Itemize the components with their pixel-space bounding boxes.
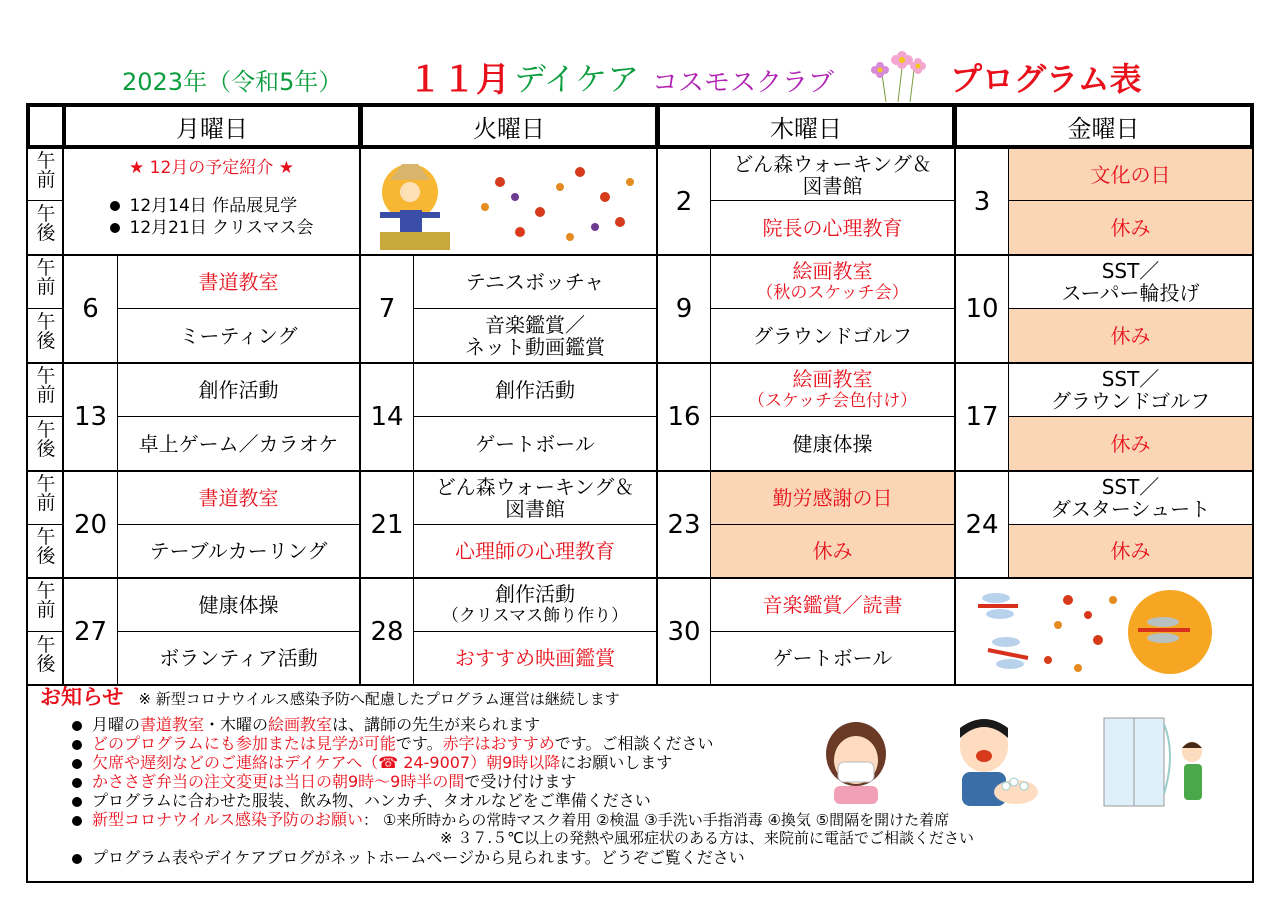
label-pm: 午後 bbox=[36, 526, 56, 567]
date-cell: 9 bbox=[675, 294, 693, 324]
date-cell: 16 bbox=[667, 402, 701, 432]
program-cell: 創作活動 （クリスマス飾り作り） bbox=[441, 582, 629, 626]
program-cell: 院長の心理教育 bbox=[762, 215, 903, 240]
program-cell: 健康体操 bbox=[792, 431, 873, 456]
label-am: 午前 bbox=[36, 365, 56, 406]
ventilation-window-illustration bbox=[1100, 714, 1216, 810]
program-cell: 音楽鑑賞／読書 bbox=[762, 593, 903, 617]
grid-line bbox=[28, 200, 62, 201]
title-club: コスモスクラブ bbox=[652, 68, 835, 98]
date-cell: 24 bbox=[965, 509, 999, 540]
notice-line: 新型コロナウイルス感染予防のお願い： ①来所時からの常時マスク着用 ②検温 ③手洗い手指消毒 ④換気 ⑤間隔を開けた着席 bbox=[72, 810, 949, 830]
program-cell: 文化の日 bbox=[1009, 149, 1252, 200]
date-cell: 13 bbox=[73, 402, 108, 432]
program-cell: ミーティング bbox=[179, 323, 298, 348]
program-cell: おすすめ映画鑑賞 bbox=[454, 646, 616, 670]
program-cell: テニスボッチャ bbox=[465, 270, 605, 294]
header-corner bbox=[28, 105, 64, 147]
program-cell: ボランティア活動 bbox=[159, 646, 318, 670]
page-title bbox=[0, 52, 1280, 102]
label-am: 午前 bbox=[36, 580, 56, 621]
header-friday: 金曜日 bbox=[955, 105, 1252, 147]
title-year: 2023年（令和5年） bbox=[122, 68, 343, 96]
program-cell: 休み bbox=[1009, 309, 1252, 362]
program-cell: 書道教室 bbox=[198, 486, 279, 510]
date-cell: 10 bbox=[965, 294, 999, 324]
december-preview bbox=[64, 149, 359, 254]
preview-item: 12月21日 クリスマス会 bbox=[110, 217, 314, 239]
label-pm: 午後 bbox=[36, 419, 56, 460]
grid-line bbox=[28, 308, 62, 309]
date-cell: 20 bbox=[73, 509, 108, 540]
label-am: 午前 bbox=[36, 150, 56, 191]
program-cell: 休み bbox=[1009, 417, 1252, 470]
label-pm: 午後 bbox=[36, 203, 56, 244]
program-cell: 絵画教室 （スケッチ会色付け） bbox=[747, 367, 918, 411]
label-pm: 午後 bbox=[36, 634, 56, 675]
date-cell: 2 bbox=[675, 186, 693, 217]
program-cell: ゲートボール bbox=[475, 431, 595, 456]
week-separator bbox=[28, 684, 1252, 686]
program-cell: グラウンドゴルフ bbox=[752, 323, 913, 348]
program-cell: 書道教室 bbox=[198, 270, 279, 294]
label-pm: 午後 bbox=[36, 311, 56, 352]
dragonfly-moon-illustration bbox=[958, 580, 1250, 682]
program-cell: SST／ スーパー輪投げ bbox=[1061, 259, 1200, 305]
autumn-scarecrow-illustration bbox=[370, 152, 650, 252]
handwash-man-illustration bbox=[944, 716, 1040, 808]
program-cell: テーブルカーリング bbox=[149, 539, 328, 563]
date-cell: 27 bbox=[73, 616, 108, 647]
program-cell: どん森ウォーキング＆ 図書館 bbox=[733, 151, 932, 198]
preview-item: 12月14日 作品展見学 bbox=[110, 195, 314, 217]
preview-title: ★ 12月の予定紹介 ★ bbox=[129, 158, 294, 178]
date-cell: 14 bbox=[370, 402, 404, 432]
program-cell: 創作活動 bbox=[198, 378, 279, 402]
notice-line: どのプログラムにも参加または見学が可能です。赤字はおすすめです。ご相談ください bbox=[72, 734, 713, 753]
program-cell: ゲートボール bbox=[772, 646, 893, 670]
cosmos-flower-icon bbox=[862, 44, 928, 102]
program-cell: SST／ ダスターシュート bbox=[1050, 475, 1211, 521]
program-cell: 休み bbox=[1009, 201, 1252, 254]
notice-line: 月曜の書道教室・木曜の絵画教室は、講師の先生が来られます bbox=[72, 715, 540, 734]
date-cell: 7 bbox=[378, 294, 396, 324]
date-cell: 30 bbox=[667, 616, 701, 647]
notice-sub: ※ 新型コロナウイルス感染予防へ配慮したプログラム運営は継続します bbox=[138, 690, 620, 708]
notice-line: 欠席や遅刻などのご連絡はデイケアへ（☎ 24-9007）朝9時以降にお願いします bbox=[72, 753, 672, 772]
title-month: １１月 bbox=[408, 60, 510, 100]
program-cell: 心理師の心理教育 bbox=[455, 539, 615, 563]
date-cell: 6 bbox=[82, 294, 99, 324]
notice-line: かささぎ弁当の注文変更は当日の朝9時～9時半の間で受け付けます bbox=[72, 772, 576, 791]
notice-line: プログラムに合わせた服装、飲み物、ハンカチ、タオルなどをご準備ください bbox=[72, 791, 651, 810]
mask-woman-illustration bbox=[816, 720, 896, 804]
date-cell: 23 bbox=[667, 509, 701, 540]
title-program: プログラム表 bbox=[950, 60, 1142, 98]
program-cell: 勤労感謝の日 bbox=[711, 472, 954, 524]
date-cell: 28 bbox=[370, 616, 404, 647]
grid-line bbox=[28, 524, 62, 525]
date-cell: 17 bbox=[965, 402, 999, 432]
program-cell: 創作活動 bbox=[495, 378, 575, 402]
grid-line bbox=[28, 416, 62, 417]
program-cell: 卓上ゲーム／カラオケ bbox=[138, 431, 339, 456]
date-cell: 21 bbox=[370, 509, 404, 540]
program-cell: 休み bbox=[1009, 525, 1252, 577]
label-am: 午前 bbox=[36, 257, 56, 298]
program-cell: 健康体操 bbox=[198, 593, 279, 617]
header-tuesday: 火曜日 bbox=[361, 105, 657, 147]
notice-line: プログラム表やデイケアブログがネットホームページから見られます。どうぞご覧ください bbox=[72, 848, 745, 867]
grid-line bbox=[28, 631, 62, 632]
header-monday: 月曜日 bbox=[64, 105, 360, 147]
header-thursday: 木曜日 bbox=[658, 105, 954, 147]
program-cell: SST／ グラウンドゴルフ bbox=[1050, 367, 1211, 413]
notice-heading: お知らせ bbox=[40, 685, 124, 709]
program-cell: 音楽鑑賞／ ネット動画鑑賞 bbox=[465, 312, 605, 359]
program-cell: 休み bbox=[711, 525, 954, 577]
program-cell: どん森ウォーキング＆ 図書館 bbox=[435, 475, 635, 521]
date-cell: 3 bbox=[973, 186, 991, 217]
program-cell: 絵画教室 （秋のスケッチ会） bbox=[756, 259, 909, 303]
label-am: 午前 bbox=[36, 473, 56, 514]
title-daycare: デイケア bbox=[514, 60, 640, 98]
notice-line: ※ ３７.５℃以上の発熱や風邪症状のある方は、来院前に電話でご相談ください bbox=[440, 829, 974, 847]
